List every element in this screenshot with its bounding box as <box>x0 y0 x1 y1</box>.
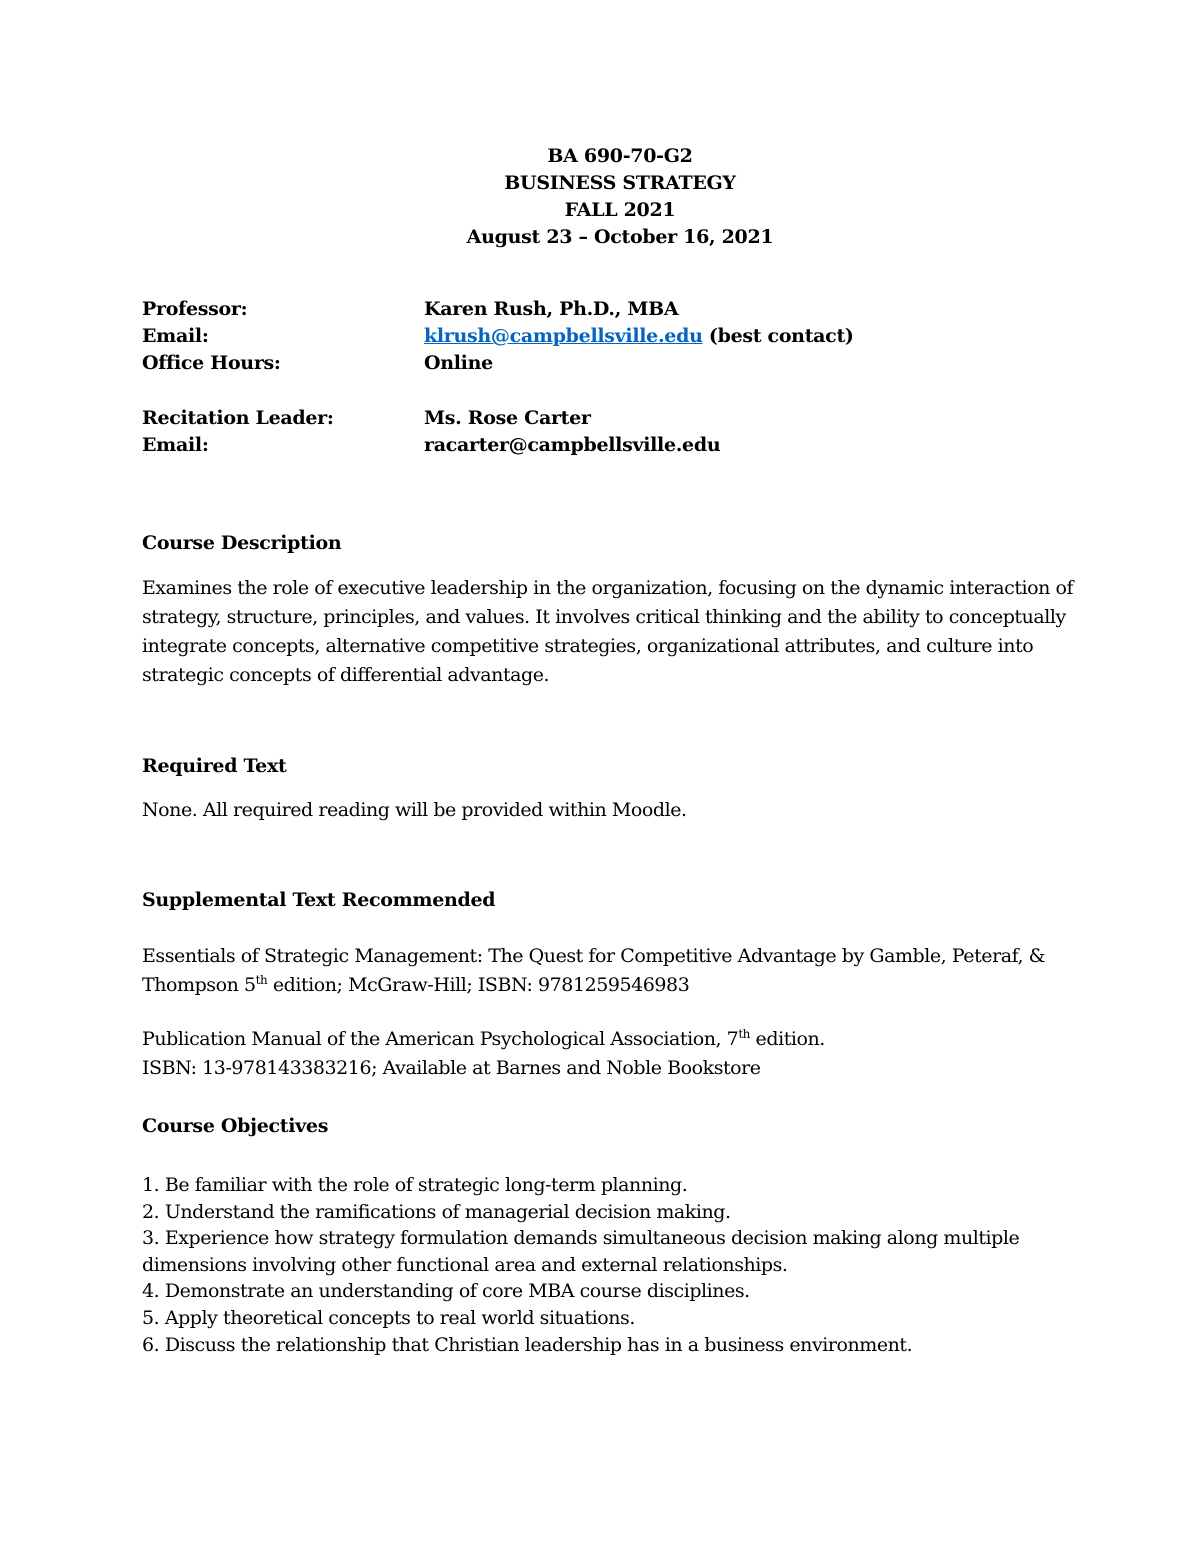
course-objectives-list <box>142 1172 1102 1358</box>
professor-row <box>142 296 678 323</box>
recitation-email-row <box>142 432 720 459</box>
supplemental-book-2-isbn: ISBN: 13-978143383216; Available at Barnes and Noble Bookstore <box>142 1057 761 1079</box>
required-text-body: None. All required reading will be provided within Moodle. <box>142 799 687 821</box>
required-text-heading: Required Text <box>142 755 287 777</box>
recitation-leader-row <box>142 405 591 432</box>
book-2-text-end: edition. <box>749 1028 825 1050</box>
recitation-email-label: Email: <box>142 434 209 456</box>
professor-email-row <box>142 323 854 350</box>
list-item: 5. Apply theoretical concepts to real world situations. <box>142 1306 635 1329</box>
list-item: 1. Be familiar with the role of strategic long-term planning. <box>142 1174 688 1196</box>
email-note: (best contact) <box>702 325 854 347</box>
course-description-text: Examines the role of executive leadership in the organization, focusing on the dynamic interaction of strategy, structure, principles, and values. It involves critical thinking and the ability to conceptually integrate concepts, alternative competitive strategies, organizational attributes, and culture into strategic concepts of differential advantage. <box>142 577 1074 686</box>
book-2-superscript: th <box>738 1027 750 1041</box>
office-hours-row <box>142 350 493 377</box>
course-description-heading: Course Description <box>142 532 342 554</box>
list-item: 2. Understand the ramifications of managerial decision making. <box>142 1200 731 1223</box>
supplemental-book-2 <box>142 1025 1102 1054</box>
supplemental-book-1 <box>142 942 1102 1000</box>
professor-email-link[interactable]: klrush@campbellsville.edu <box>424 325 703 347</box>
recitation-leader-name: Ms. Rose Carter <box>424 407 591 429</box>
office-hours-value: Online <box>424 352 493 374</box>
email-label: Email: <box>142 325 209 347</box>
book-1-text: Essentials of Strategic Management: The Quest for Competitive Advantage by Gamble, Peteraf, & Thompson 5 <box>142 945 1046 996</box>
professor-label: Professor: <box>142 298 248 320</box>
course-dates: August 23 – October 16, 2021 <box>466 226 774 248</box>
list-item: 3. Experience how strategy formulation demands simultaneous decision making along multiple dimensions involving other functional area and external relationships. <box>142 1227 1020 1276</box>
supplemental-text-heading: Supplemental Text Recommended <box>142 889 496 911</box>
course-term: FALL 2021 <box>564 199 676 221</box>
recitation-email-value: racarter@campbellsville.edu <box>424 434 721 456</box>
book-1-superscript: th <box>255 973 268 987</box>
office-hours-label: Office Hours: <box>142 352 281 374</box>
professor-name: Karen Rush, Ph.D., MBA <box>424 298 679 320</box>
book-1-text-end: edition; McGraw-Hill; ISBN: 9781259546983 <box>267 974 690 996</box>
list-item: 6. Discuss the relationship that Christian leadership has in a business environment. <box>142 1333 913 1356</box>
list-item: 4. Demonstrate an understanding of core MBA course disciplines. <box>142 1280 750 1303</box>
book-2-text: Publication Manual of the American Psychological Association, 7 <box>142 1028 739 1050</box>
course-objectives-heading: Course Objectives <box>142 1115 329 1137</box>
recitation-label: Recitation Leader: <box>142 407 334 429</box>
course-title: BUSINESS STRATEGY <box>504 172 736 194</box>
course-code: BA 690-70-G2 <box>547 145 693 167</box>
